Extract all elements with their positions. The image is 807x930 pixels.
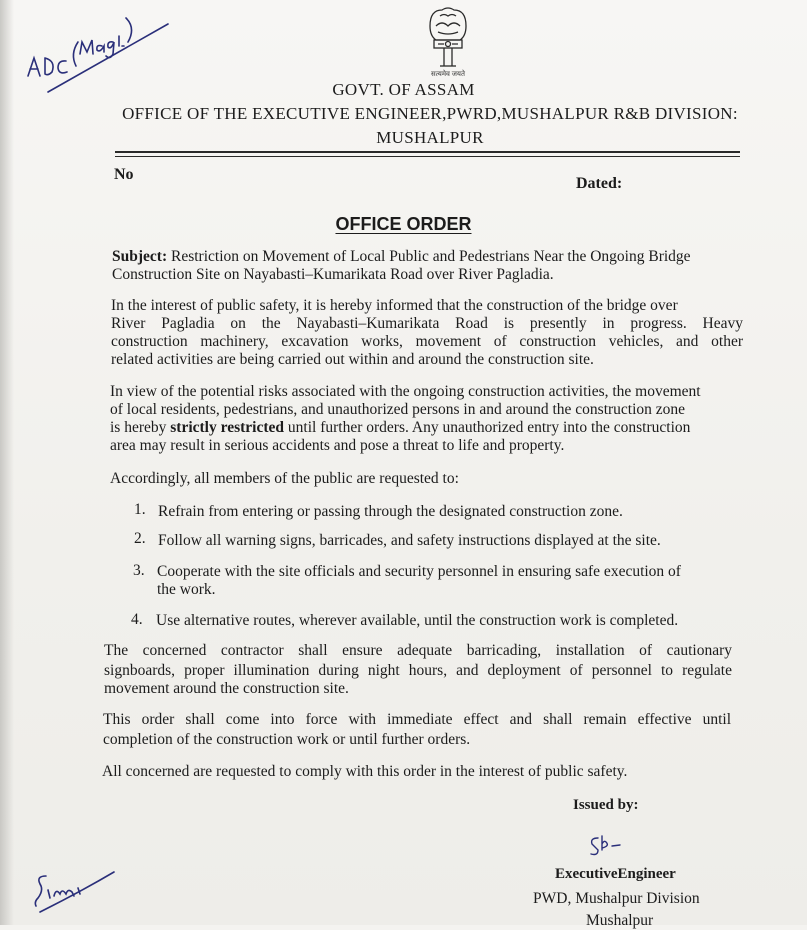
header-rule-bottom [115, 156, 740, 157]
list-item-text: Follow all warning signs, barricades, and safety instructions displayed at the site. [158, 532, 661, 549]
para1-line2: River Pagladia on the Nayabasti–Kumarikata Road is presently in progress. Heavy [111, 315, 743, 332]
dated-label: Dated: [576, 175, 623, 192]
division-name: PWD, Mushalpur Division [533, 890, 700, 907]
document-title [0, 214, 807, 235]
para1-line1: In the interest of public safety, it is hereby informed that the construction of the bridge over [111, 297, 678, 314]
public-request-intro: Accordingly, all members of the public are requested to: [110, 470, 459, 487]
sd-signature [588, 830, 628, 858]
list-item-number: 1. [134, 501, 146, 518]
subject-label: Subject: [112, 248, 168, 265]
division-place: Mushalpur [586, 912, 654, 929]
page-edge-shadow [0, 0, 14, 925]
para1-line4: related activities are being carried out within and around the construction site. [111, 351, 594, 368]
list-item-number: 2. [134, 530, 146, 547]
office-heading-line2: MUSHALPUR [376, 128, 484, 147]
subject-text-line1: Restriction on Movement of Local Public and Pedestrians Near the Ongoing Bridge [170, 248, 691, 265]
list-item-text: Refrain from entering or passing through the designated construction zone. [158, 503, 623, 520]
para2-line3-pre: is hereby [110, 419, 171, 436]
list-item-text-continued: the work. [157, 581, 216, 598]
govt-heading: GOVT. OF ASSAM [332, 80, 475, 99]
order-number-label: No [114, 166, 134, 183]
emblem-motto: सत्यमेव जयते [431, 70, 465, 78]
list-item-number: 4. [131, 611, 143, 628]
list-item-text: Cooperate with the site officials and security personnel in ensuring safe execution of [157, 563, 681, 580]
state-emblem-icon [422, 4, 474, 78]
para3-line1: The concerned contractor shall ensure adequate barricading, installation of cautionary [104, 642, 732, 659]
subject-line1 [112, 249, 744, 265]
issued-by-label: Issued by: [573, 797, 639, 813]
list-item-text: Use alternative routes, wherever available, until the construction work is completed. [156, 612, 679, 629]
subject-line2: Construction Site on Nayabasti–Kumarikata Road over River Pagladia. [112, 266, 554, 283]
designation: ExecutiveEngineer [555, 866, 676, 882]
para4-line1: This order shall come into force with immediate effect and shall remain effective until [103, 711, 731, 728]
para4-line2: completion of the construction work or until further orders. [103, 731, 471, 748]
para3-line3: movement around the construction site. [104, 680, 349, 697]
title-text: OFFICE ORDER [335, 214, 472, 234]
para5: All concerned are requested to comply with this order in the interest of public safety. [102, 763, 628, 780]
para2-line4: area may result in serious accidents and pose a threat to life and property. [110, 437, 565, 454]
list-item-number: 3. [133, 562, 145, 579]
para1-line3: construction machinery, excavation works, movement of construction vehicles, and other [111, 333, 743, 350]
para2-line1: In view of the potential risks associated with the ongoing construction activities, the movement [110, 383, 701, 400]
office-heading-line1: OFFICE OF THE EXECUTIVE ENGINEER,PWRD,MUSHALPUR R&B DIVISION: [122, 104, 738, 123]
para2-line2: of local residents, pedestrians, and unauthorized persons in and around the construction zone [110, 401, 686, 418]
strictly-restricted-text: strictly restricted [170, 419, 285, 436]
handwritten-initial [30, 862, 120, 918]
para3-line2: signboards, proper illumination during night hours, and deployment of personnel to regulate [104, 662, 732, 679]
header-rule-top [115, 151, 740, 153]
para2-line3 [110, 420, 742, 436]
para2-line3-post: until further orders. Any unauthorized entry into the construction [284, 419, 691, 436]
